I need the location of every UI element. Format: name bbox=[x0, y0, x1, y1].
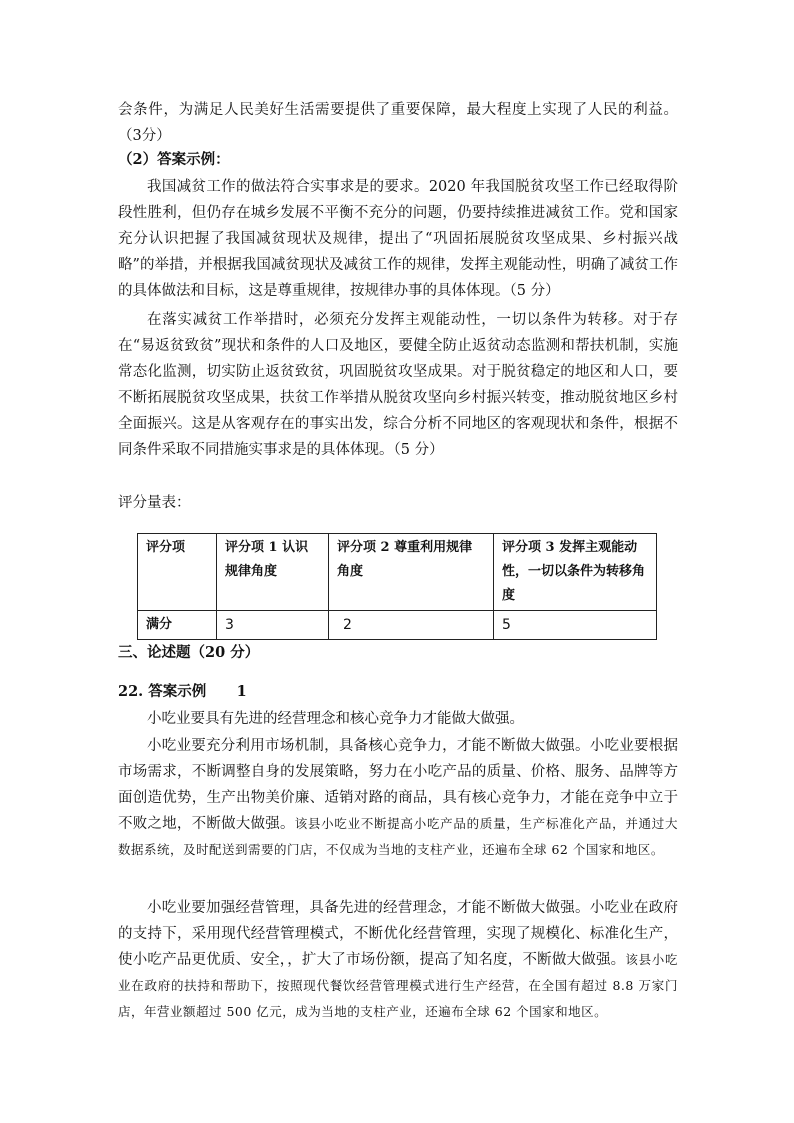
table-row bbox=[138, 534, 657, 611]
question-22-heading: 22. 答案示例 1 bbox=[118, 683, 247, 700]
q22-paragraph-1: 小吃业要具有先进的经营理念和核心竞争力才能做大做强。 bbox=[147, 711, 524, 727]
table-cell: 评分项 2 尊重利用规律角度 bbox=[329, 534, 494, 611]
table-cell: 评分项 1 认识规律角度 bbox=[217, 534, 329, 611]
q22-paragraph-2-text: 小吃业要充分利用市场机制，具备核心竞争力，才能不断做大做强。小吃业要根据市场需求，不断调整自身的发展策略，努力在小吃产品的质量、价格、服务、品牌等方面创造优势，生产出物美价廉、适销对路的商品，具有核心竞争力，才能在竞争中立于不败之地，不断做大做强。 bbox=[118, 738, 678, 832]
q22-paragraph-3-example: 该县小吃业在政府的扶持和帮助下，按照现代餐饮经营管理模式进行生产经营，在全国有超过 8.8 万家门店，年营业额超过 500 亿元，成为当地的支柱产业，还遍布全球 62 个国家和地区。 bbox=[118, 952, 678, 1019]
table-cell: 评分项 bbox=[138, 534, 217, 611]
table-cell: 5 bbox=[494, 611, 657, 640]
table-cell: 评分项 3 发挥主观能动性，一切以条件为转移角度 bbox=[494, 534, 657, 611]
paragraph-top: 会条件，为满足人民美好生活需要提供了重要保障，最大程度上实现了人民的利益。 （3分） bbox=[118, 102, 678, 144]
table-cell: 2 bbox=[329, 611, 494, 640]
q22-paragraph-3 bbox=[118, 895, 678, 1025]
section-2-heading: （2）答案示例： bbox=[118, 151, 230, 168]
rubric-label: 评分量表： bbox=[118, 495, 191, 511]
table-row bbox=[138, 611, 657, 640]
q22-paragraph-2-example: 该县小吃业不断提高小吃产品的质量，生产标准化产品，并通过大数据系统，及时配送到需要的门店，不仅成为当地的支柱产业，还遍布全球 62 个国家和地区。 bbox=[118, 816, 678, 857]
section-2-paragraph-1: 我国减贫工作的做法符合实事求是的要求。2020 年我国脱贫攻坚工作已经取得阶段性胜利，但仍存在城乡发展不平衡不充分的问题，仍要持续推进减贫工作。党和国家充分认识把握了我国减贫现状及规律，提出了“巩固拓展脱贫攻坚成果、乡村振兴战略”的举措，并根据我国减贫现状及减贫工作的规律，发挥主观能动性，明确了减贫工作的具体做法和目标，这是尊重规律，按规律办事的具体体现。（5 分） bbox=[118, 179, 678, 299]
table-cell: 满分 bbox=[138, 611, 217, 640]
section-2-paragraph-2: 在落实减贫工作举措时，必须充分发挥主观能动性，一切以条件为转移。对于存在“易返贫致贫”现状和条件的人口及地区，要健全防止返贫动态监测和帮扶机制，实施常态化监测，切实防止返贫致贫，巩固脱贫攻坚成果。对于脱贫稳定的地区和人口，要不断拓展脱贫攻坚成果，扶贫工作举措从脱贫攻坚向乡村振兴转变，推动脱贫地区乡村全面振兴。这是从客观存在的事实出发，综合分析不同地区的客观现状和条件，根据不同条件采取不同措施实事求是的具体体现。（5 分） bbox=[118, 312, 678, 458]
q22-paragraph-3-text: 小吃业要加强经营管理，具备先进的经营理念，才能不断做大做强。小吃业在政府的支持下，采用现代经营管理模式，不断优化经营管理，实现了规模化、标准化生产，使小吃产品更优质、安全，，扩大了市场份额，提高了知名度，不断做大做强。 bbox=[118, 900, 678, 968]
section-3-heading: 三、论述题（20 分） bbox=[118, 644, 260, 661]
q22-paragraph-2 bbox=[118, 733, 678, 863]
scoring-table bbox=[137, 533, 657, 640]
table-cell: 3 bbox=[217, 611, 329, 640]
